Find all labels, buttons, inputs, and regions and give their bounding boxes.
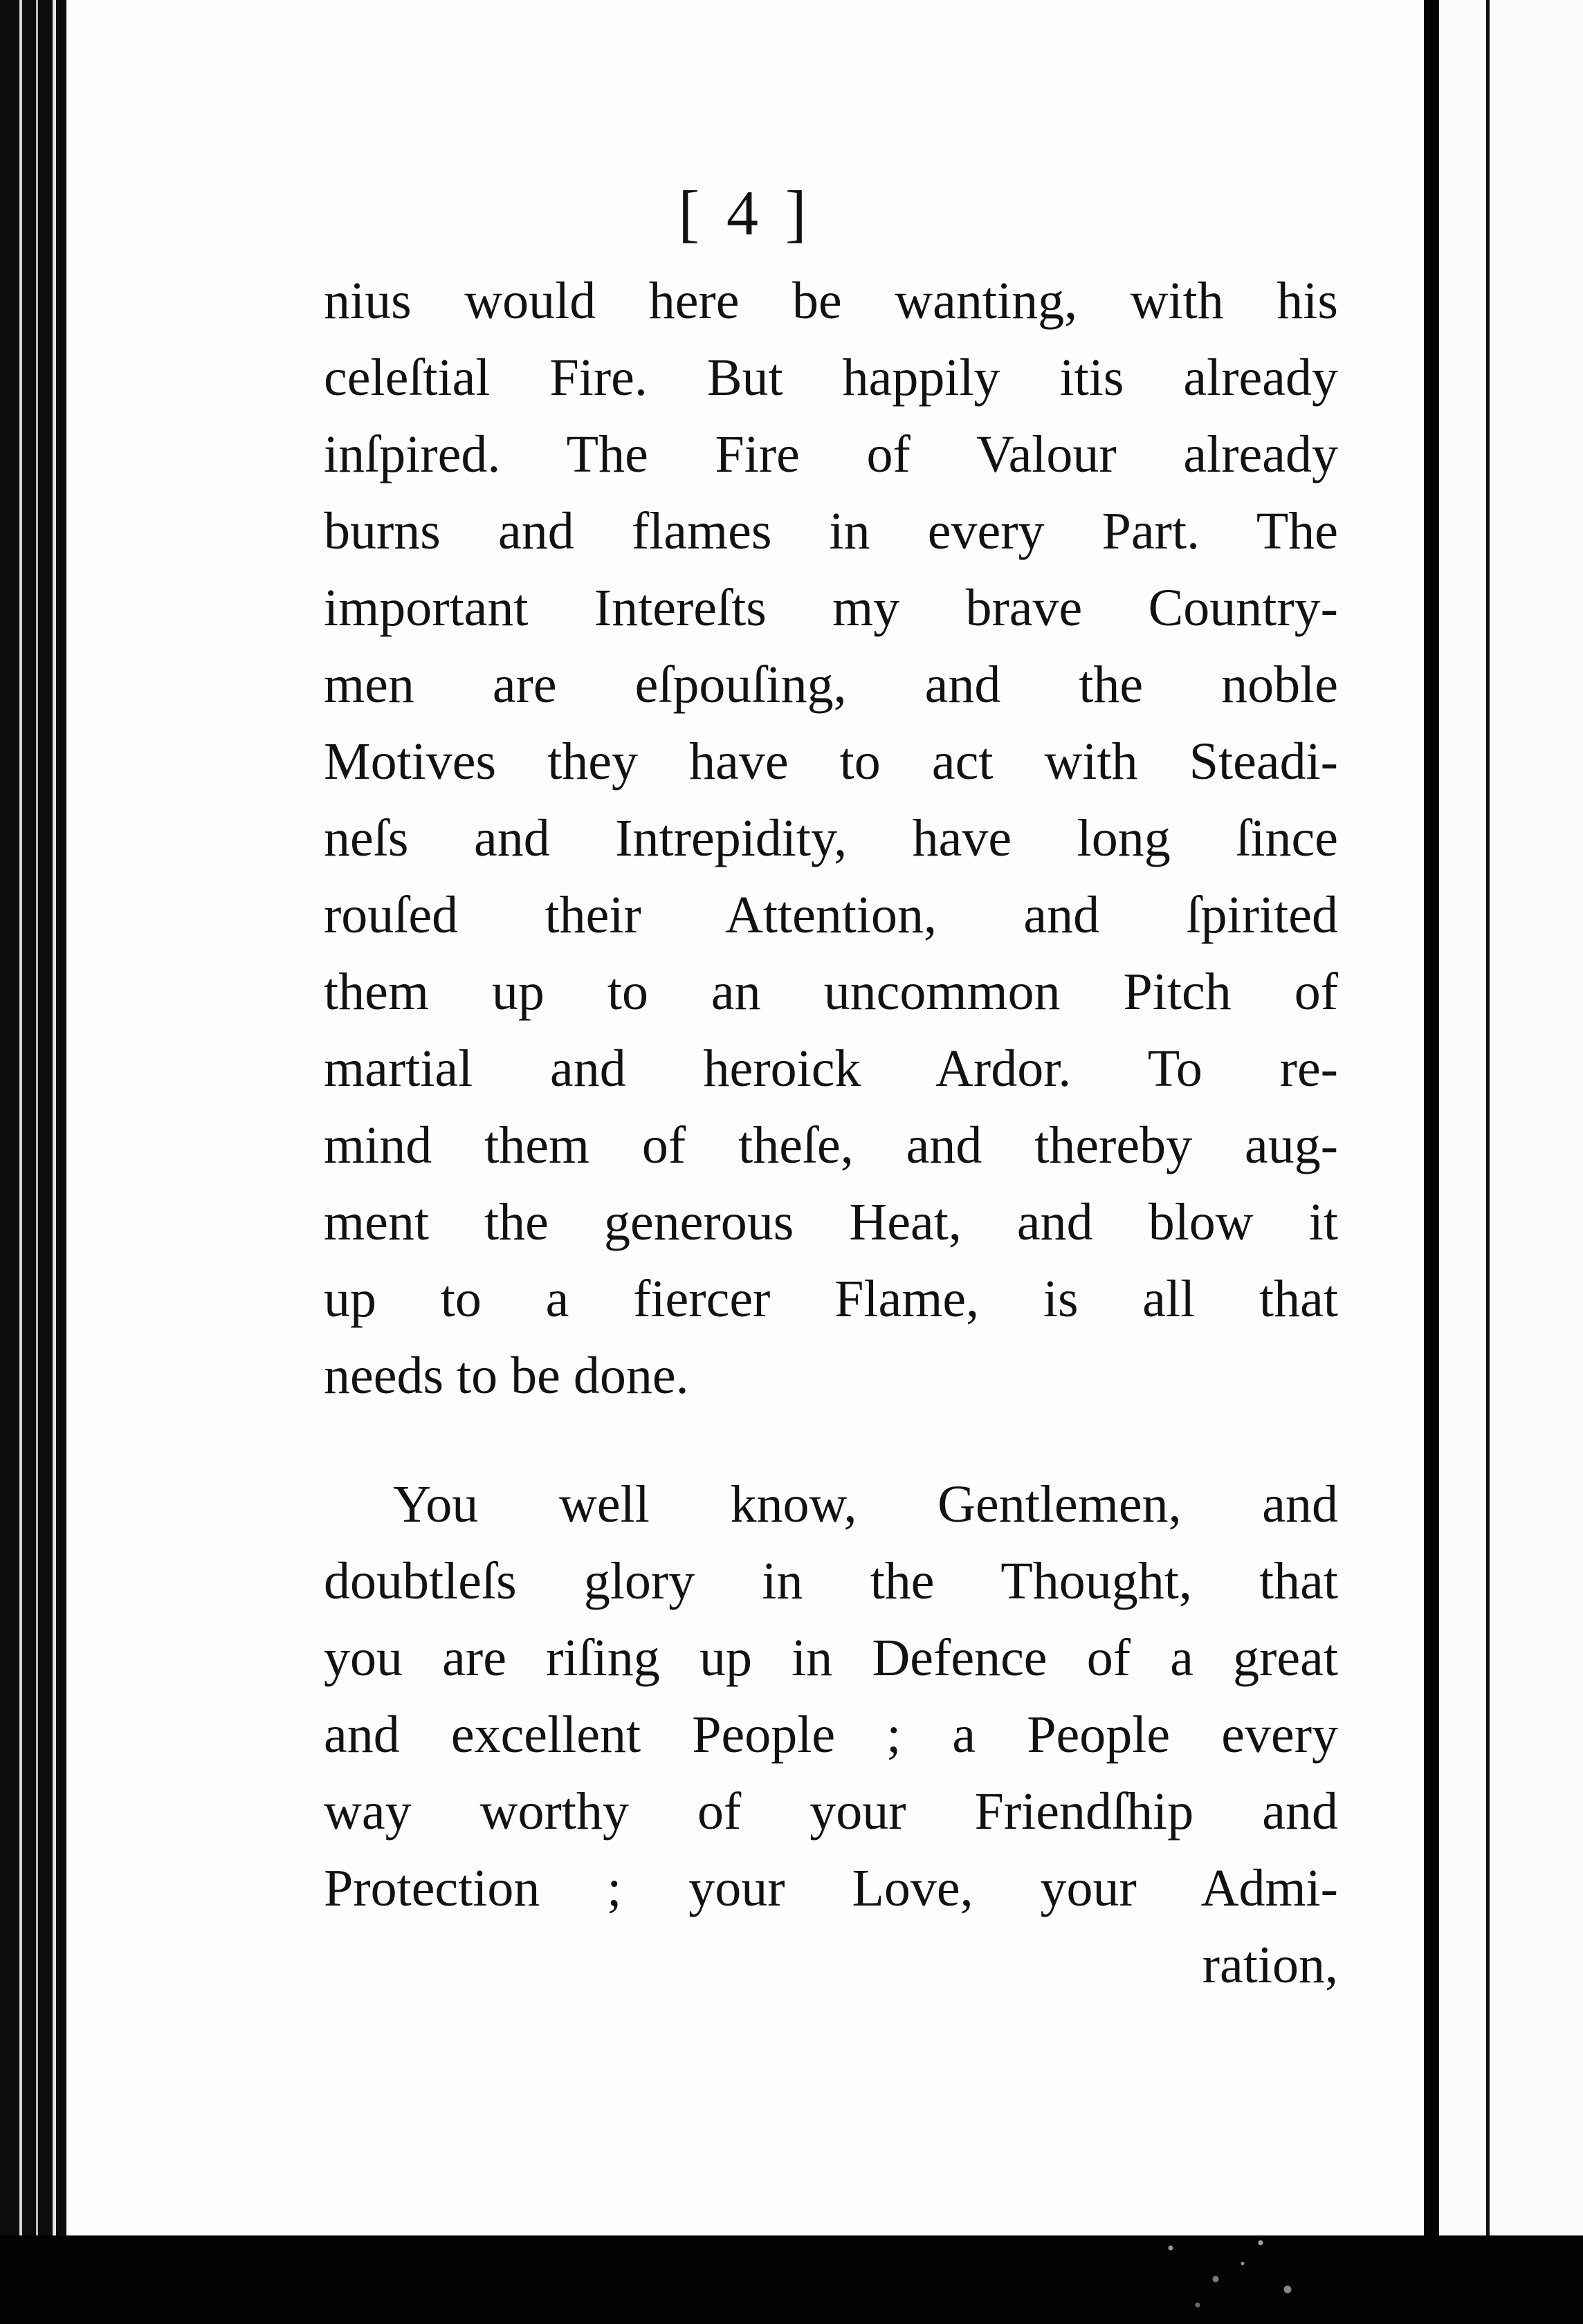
text-line: important Intereſts my brave Country-	[324, 579, 1338, 637]
text-line: inſpired. The Fire of Valour already	[324, 425, 1338, 483]
scan-speckle	[1135, 2217, 1315, 2321]
text-line: neſs and Intrepidity, have long ſince	[324, 809, 1338, 867]
book-spine	[1424, 0, 1439, 2324]
left-page-edge	[0, 0, 66, 2324]
text-line: Motives they have to act with Steadi-	[324, 732, 1338, 791]
text-line: men are eſpouſing, and the noble	[324, 656, 1338, 714]
page-number: [ 4 ]	[678, 178, 812, 248]
catchword: ration,	[1202, 1936, 1338, 1994]
text-line: you are riſing up in Defence of a great	[324, 1629, 1338, 1687]
text-line: up to a fiercer Flame, is all that	[324, 1270, 1338, 1328]
page-edge-line	[36, 0, 38, 2324]
text-line: ment the generous Heat, and blow it	[324, 1193, 1338, 1251]
book-page	[66, 0, 1424, 2235]
text-line: martial and heroick Ardor. To re-	[324, 1040, 1338, 1098]
page-edge-line	[19, 0, 22, 2324]
text-line: way worthy of your Friendſhip and	[324, 1782, 1338, 1841]
facing-page-edge	[1439, 0, 1583, 2235]
text-line: and excellent People ; a People every	[324, 1706, 1338, 1764]
scan-bottom-border	[0, 2235, 1583, 2324]
page-edge-line	[53, 0, 56, 2324]
text-line: rouſed their Attention, and ſpirited	[324, 886, 1338, 944]
text-line: You well know, Gentlemen, and	[393, 1475, 1338, 1533]
text-line: needs to be done.	[324, 1347, 689, 1405]
paragraph	[324, 1466, 1338, 2004]
text-line: them up to an uncommon Pitch of	[324, 963, 1338, 1021]
facing-page-rule	[1486, 0, 1490, 2235]
text-line: celeſtial Fire. But happily itis already	[324, 349, 1338, 407]
text-line: doubtleſs glory in the Thought, that	[324, 1552, 1338, 1610]
paragraph	[324, 263, 1338, 1414]
text-line: burns and flames in every Part. The	[324, 502, 1338, 560]
text-line: Protection ; your Love, your Admi-	[324, 1859, 1338, 1917]
text-line: mind them of theſe, and thereby aug-	[324, 1116, 1338, 1174]
text-line: nius would here be wanting, with his	[324, 272, 1338, 330]
